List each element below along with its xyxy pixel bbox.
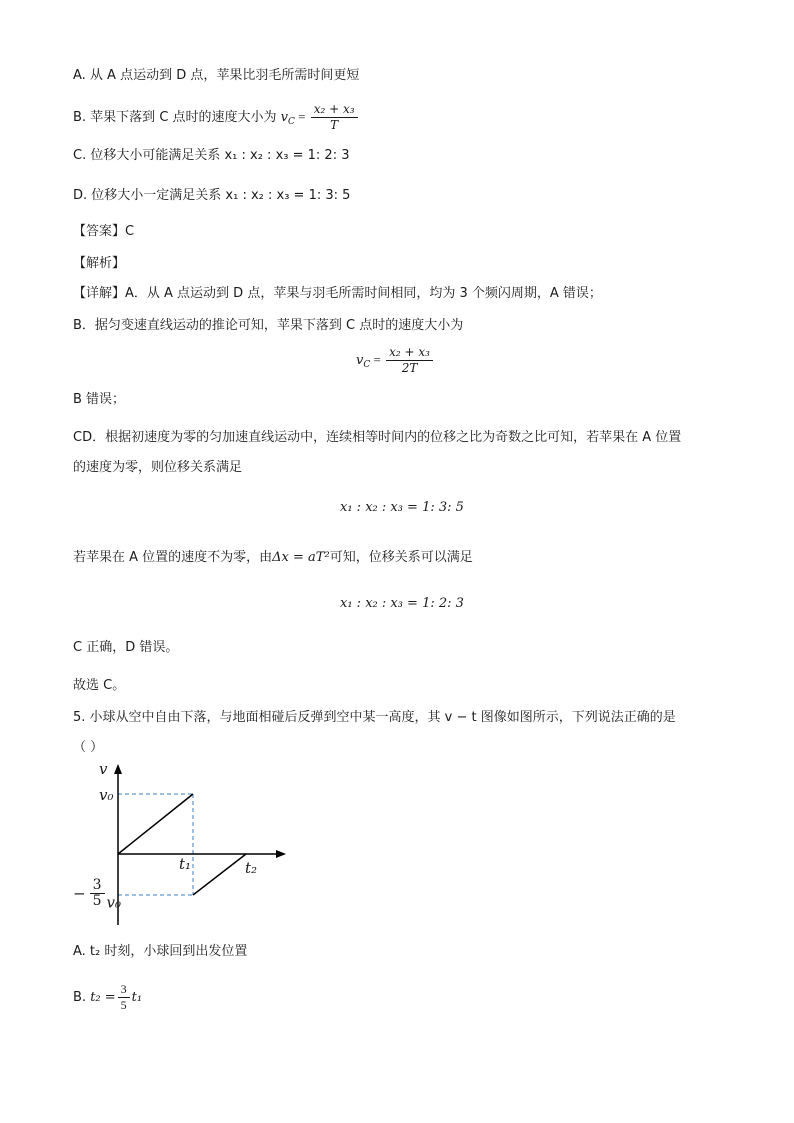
eq1-lhs: v xyxy=(356,353,364,368)
detail-p8: 故选 C。 xyxy=(73,678,126,693)
detail-p6 xyxy=(73,548,473,568)
q5-option-b xyxy=(73,982,142,1013)
neg-v0: v₀ xyxy=(106,893,121,912)
neg-num: 3 xyxy=(90,878,105,894)
question5-paren: （ ） xyxy=(73,740,104,755)
option-b-lhs-sub: C xyxy=(288,117,295,127)
equation-ratio-123: x₁ : x₂ : x₃ = 1: 2: 3 xyxy=(340,596,464,611)
q5-option-b-prefix: B. xyxy=(73,990,91,1005)
rebound-segment xyxy=(193,854,246,895)
detail-p6-b: 可知，位移关系可以满足 xyxy=(329,550,473,565)
option-b-denominator: T xyxy=(330,118,339,132)
q5-option-b-num: 3 xyxy=(118,982,130,998)
option-b-fraction xyxy=(311,102,358,133)
neg-velocity-label xyxy=(73,878,121,912)
q5-option-b-lhs: t₂ = xyxy=(90,990,116,1005)
detail-p7: C 正确，D 错误。 xyxy=(73,640,179,655)
neg-den: 5 xyxy=(92,893,102,909)
option-b-text: B. 苹果下落到 C 点时的速度大小为 xyxy=(73,110,281,125)
t2-label: t₂ xyxy=(245,859,258,877)
equation-ratio-135: x₁ : x₂ : x₃ = 1: 3: 5 xyxy=(340,500,464,515)
detail-p4: CD．根据初速度为零的匀加速直线运动中，连续相等时间内的位移之比为奇数之比可知，若苹果在 A 位置 xyxy=(73,430,682,445)
detail-p5: 的速度为零，则位移关系满足 xyxy=(73,460,243,475)
question5-stem: 5. 小球从空中自由下落，与地面相碰后反弹到空中某一高度，其 v − t 图像如图所示，下列说法正确的是 xyxy=(73,710,676,725)
detail-p1: 【详解】A．从 A 点运动到 D 点，苹果与羽毛所需时间相同，均为 3 个频闪周期，A 错误； xyxy=(73,286,602,301)
eq1-fraction xyxy=(386,345,433,376)
option-b: B. 苹果下落到 C 点时的速度大小为 $v_C$ = $\frac{\text{x₂ + x₃}}{T}$ xyxy=(73,102,360,133)
q5-option-a: A. t₂ 时刻，小球回到出发位置 xyxy=(73,944,248,959)
analysis-label: 【解析】 xyxy=(73,256,126,271)
q5-option-b-den: 5 xyxy=(120,998,127,1012)
option-a: A. 从 A 点运动到 D 点，苹果比羽毛所需时间更短 xyxy=(73,68,360,83)
option-d: D. 位移大小一定满足关系 x₁ : x₂ : x₃ = 1: 3: 5 xyxy=(73,188,351,203)
eq1-sub: C xyxy=(363,360,371,370)
detail-p3: B 错误； xyxy=(73,392,126,407)
q5-option-b-rhs: t₁ xyxy=(131,990,143,1005)
t1-label: t₁ xyxy=(179,855,192,873)
answer-label: 【答案】C xyxy=(73,224,135,239)
equation-vc: $v_C$ = $\frac{\text{x₂ + x₃}}{2T}$ xyxy=(356,345,435,376)
v-axis-arrow xyxy=(114,764,122,774)
option-b-lhs: v xyxy=(280,110,289,125)
q5-option-b-fraction xyxy=(118,982,130,1013)
neg-minus: − xyxy=(73,884,86,903)
detail-p2: B．据匀变速直线运动的推论可知，苹果下落到 C 点时的速度大小为 xyxy=(73,318,464,333)
detail-p6-a: 若苹果在 A 位置的速度不为零，由 xyxy=(73,550,273,565)
fall-segment xyxy=(118,794,193,854)
detail-p6-formula: Δx = aT² xyxy=(272,550,330,565)
option-b-numerator: x₂ + x₃ xyxy=(311,102,358,118)
t-axis-arrow xyxy=(276,850,286,858)
v0-label: v₀ xyxy=(99,786,114,804)
v-axis-label: v xyxy=(99,760,108,778)
eq1-numerator: x₂ + x₃ xyxy=(386,345,433,361)
eq1-denominator: 2T xyxy=(401,361,418,375)
neg-fraction xyxy=(90,878,105,909)
option-c: C. 位移大小可能满足关系 x₁ : x₂ : x₃ = 1: 2: 3 xyxy=(73,148,350,163)
